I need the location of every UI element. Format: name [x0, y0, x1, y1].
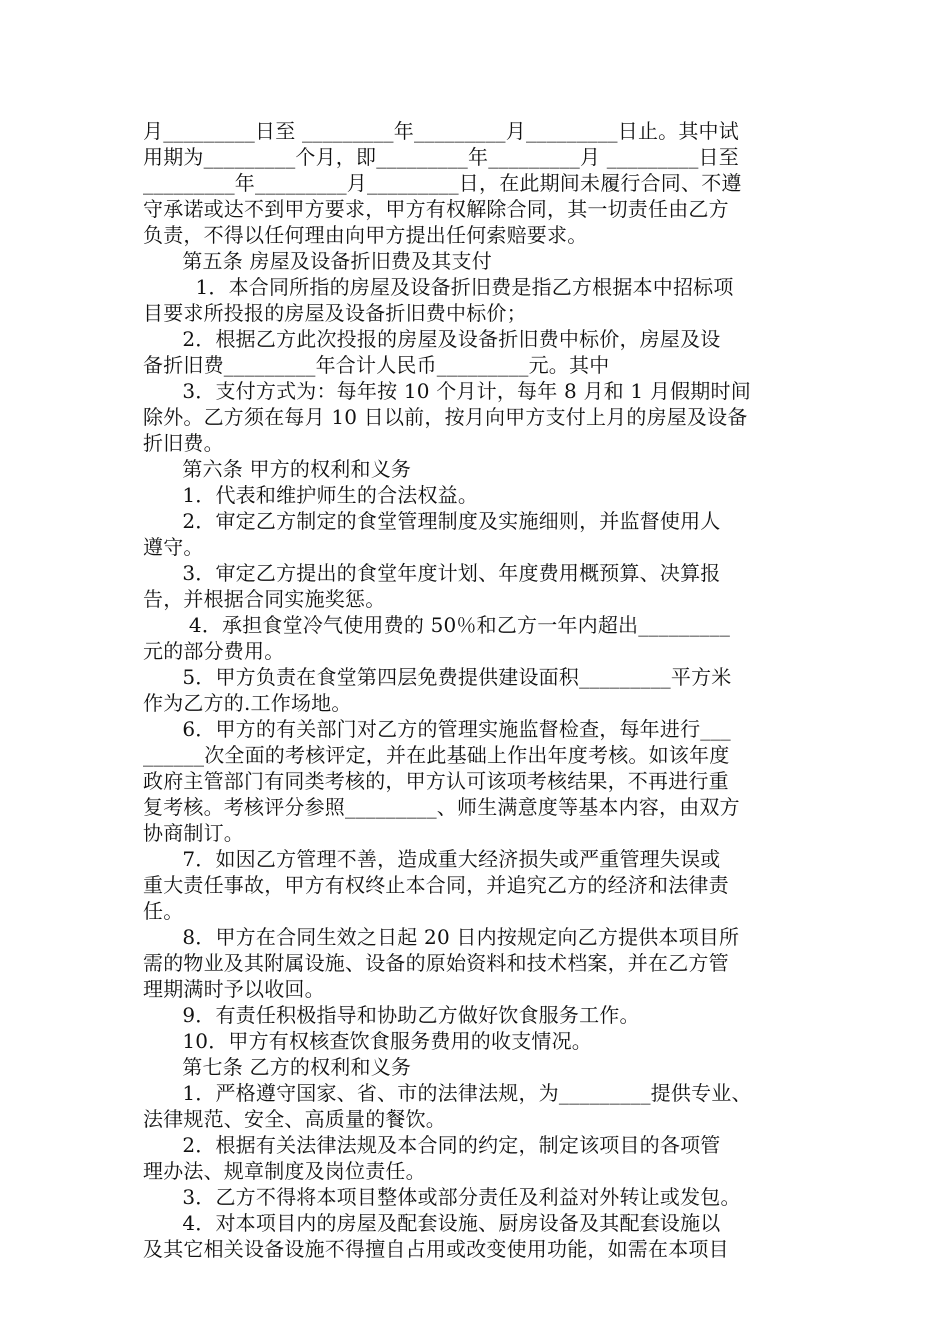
text-line: 守承诺或达不到甲方要求，甲方有权解除合同，其一切责任由乙方	[143, 197, 729, 221]
text-line: 1．代表和维护师生的合法权益。	[143, 483, 479, 507]
text-line: 法律规范、安全、高质量的餐饮。	[143, 1107, 446, 1131]
text-line: 第七条 乙方的权利和义务	[143, 1055, 412, 1079]
text-line: 6．甲方的有关部门对乙方的管理实施监督检查，每年进行___	[143, 717, 731, 741]
text-line: 理期满时予以收回。	[143, 977, 325, 1001]
text-line: 1．严格遵守国家、省、市的法律法规，为_________提供专业、	[143, 1081, 752, 1105]
text-line: 折旧费。	[143, 431, 224, 455]
text-line: 7．如因乙方管理不善，造成重大经济损失或严重管理失误或	[143, 847, 721, 871]
text-line: _________年_________月_________日，在此期间未履行合同、不遵	[143, 171, 742, 195]
text-line: 第六条 甲方的权利和义务	[143, 457, 412, 481]
text-line: 第五条 房屋及设备折旧费及其支付	[143, 249, 492, 273]
text-line: 备折旧费_________年合计人民币_________元。其中	[143, 353, 610, 377]
text-line: 1．本合同所指的房屋及设备折旧费是指乙方根据本中招标项	[143, 275, 734, 299]
text-line: 需的物业及其附属设施、设备的原始资料和技术档案，并在乙方管	[143, 951, 729, 975]
text-line: 10．甲方有权核查饮食服务费用的收支情况。	[143, 1029, 592, 1053]
text-line: 5．甲方负责在食堂第四层免费提供建设面积_________平方米	[143, 665, 732, 689]
text-line: 除外。乙方须在每月 10 日以前，按月向甲方支付上月的房屋及设备	[143, 405, 748, 429]
text-line: 遵守。	[143, 535, 204, 559]
text-line: 用期为_________个月，即_________年_________月 _________日至	[143, 145, 739, 169]
text-line: 重大责任事故，甲方有权终止本合同，并追究乙方的经济和法律责	[143, 873, 729, 897]
text-line: 政府主管部门有同类考核的，甲方认可该项考核结果，不再进行重	[143, 769, 729, 793]
text-line: 复考核。考核评分参照_________、师生满意度等基本内容，由双方	[143, 795, 740, 819]
text-line: 协商制订。	[143, 821, 244, 845]
text-line: 元的部分费用。	[143, 639, 285, 663]
text-line: 3．审定乙方提出的食堂年度计划、年度费用概预算、决算报	[143, 561, 721, 585]
text-line: 4．承担食堂冷气使用费的 50％和乙方一年内超出_________	[143, 613, 731, 637]
text-line: 告，并根据合同实施奖惩。	[143, 587, 386, 611]
text-line: 作为乙方的.工作场地。	[143, 691, 352, 715]
text-line: 目要求所投报的房屋及设备折旧费中标价；	[143, 301, 527, 325]
text-line: 8．甲方在合同生效之日起 20 日内按规定向乙方提供本项目所	[143, 925, 740, 949]
text-line: 9．有责任积极指导和协助乙方做好饮食服务工作。	[143, 1003, 640, 1027]
text-line: 月_________日至 _________年_________月_________日止。其中试	[143, 119, 739, 143]
text-line: 2．根据乙方此次投报的房屋及设备折旧费中标价，房屋及设	[143, 327, 721, 351]
text-line: 2．根据有关法律法规及本合同的约定，制定该项目的各项管	[143, 1133, 721, 1157]
text-line: 2．审定乙方制定的食堂管理制度及实施细则，并监督使用人	[143, 509, 721, 533]
text-line: 及其它相关设备设施不得擅自占用或改变使用功能，如需在本项目	[143, 1237, 729, 1261]
text-line: 任。	[143, 899, 184, 923]
text-line: 负责，不得以任何理由向甲方提出任何索赔要求。	[143, 223, 588, 247]
text-line: 3．支付方式为：每年按 10 个月计，每年 8 月和 1 月假期时间	[143, 379, 751, 403]
text-line: ______次全面的考核评定，并在此基础上作出年度考核。如该年度	[143, 743, 730, 767]
text-line: 4．对本项目内的房屋及配套设施、厨房设备及其配套设施以	[143, 1211, 721, 1235]
contract-text-block	[143, 118, 823, 1262]
text-line: 理办法、规章制度及岗位责任。	[143, 1159, 426, 1183]
text-line: 3．乙方不得将本项目整体或部分责任及利益对外转让或发包。	[143, 1185, 741, 1209]
